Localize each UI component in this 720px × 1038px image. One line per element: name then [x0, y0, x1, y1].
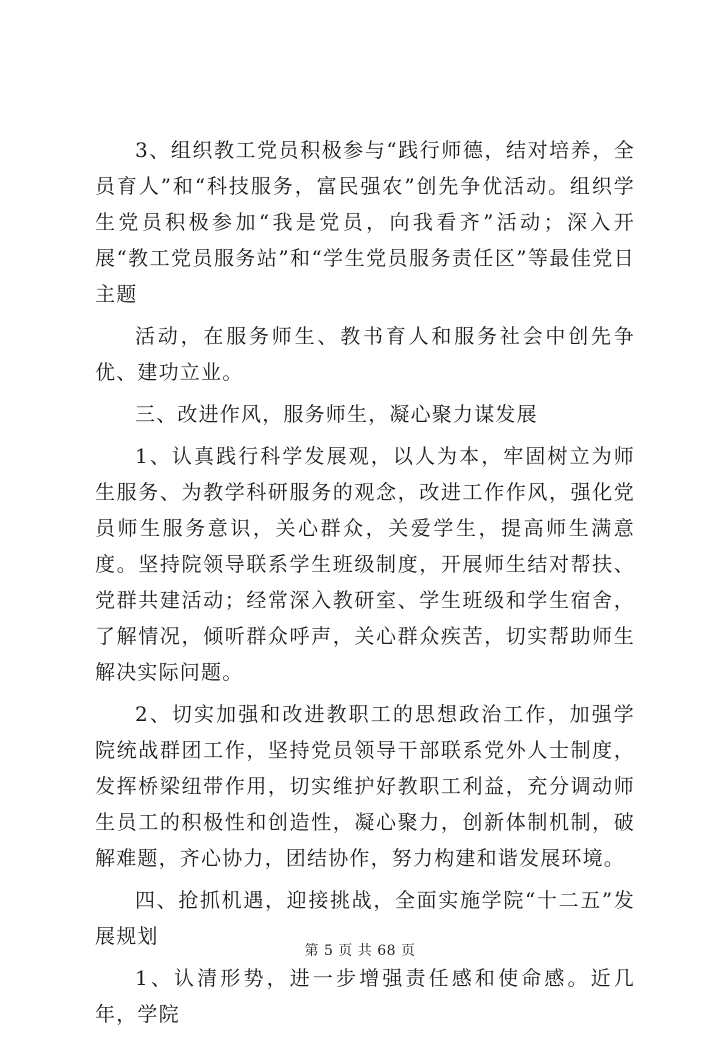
paragraph-party-activities: 3、组织教工党员积极参与“践行师德，结对培养，全员育人”和“科技服务，富民强农”创先争优活动。组织学生党员积极参加“我是党员，向我看齐”活动；深入开展“教工党员服务站”和“学生党员服务责任区”等最佳党日主题: [95, 138, 635, 306]
paragraph-scientific-development: 1、认真践行科学发展观，以人为本，牢固树立为师生服务、为教学科研服务的观念，改进工作作风，强化党员师生服务意识，关心群众，关爱学生，提高师生满意度。坚持院领导联系学生班级制度，开展师生结对帮扶、党群共建活动；经常深入教研室、学生班级和学生宿舍，了解情况，倾听群众呼声，关心群众疾苦，切实帮助师生解决实际问题。: [95, 444, 635, 684]
paragraph-activities-continued: 活动，在服务师生、教书育人和服务社会中创先争优、建功立业。: [95, 324, 635, 384]
paragraph-political-work: 2、切实加强和改进教职工的思想政治工作，加强学院统战群团工作，坚持党员领导干部联系党外人士制度，发挥桥梁纽带作用，切实维护好教职工利益，充分调动师生员工的积极性和创造性，凝心聚力，创新体制机制，破解难题，齐心协力，团结协作，努力构建和谐发展环境。: [95, 702, 635, 870]
section-heading-seize-opportunities: 四、抢抓机遇，迎接挑战，全面实施学院“十二五”发展规划: [95, 888, 635, 948]
section-heading-improve-style: 三、改进作风，服务师生，凝心聚力谋发展: [135, 402, 538, 426]
paragraph-recognize-situation: 1、认清形势，进一步增强责任感和使命感。近几年，学院: [95, 966, 635, 1026]
page-number-footer: 第 5 页 共 68 页: [304, 943, 416, 959]
document-body: [95, 132, 635, 1038]
